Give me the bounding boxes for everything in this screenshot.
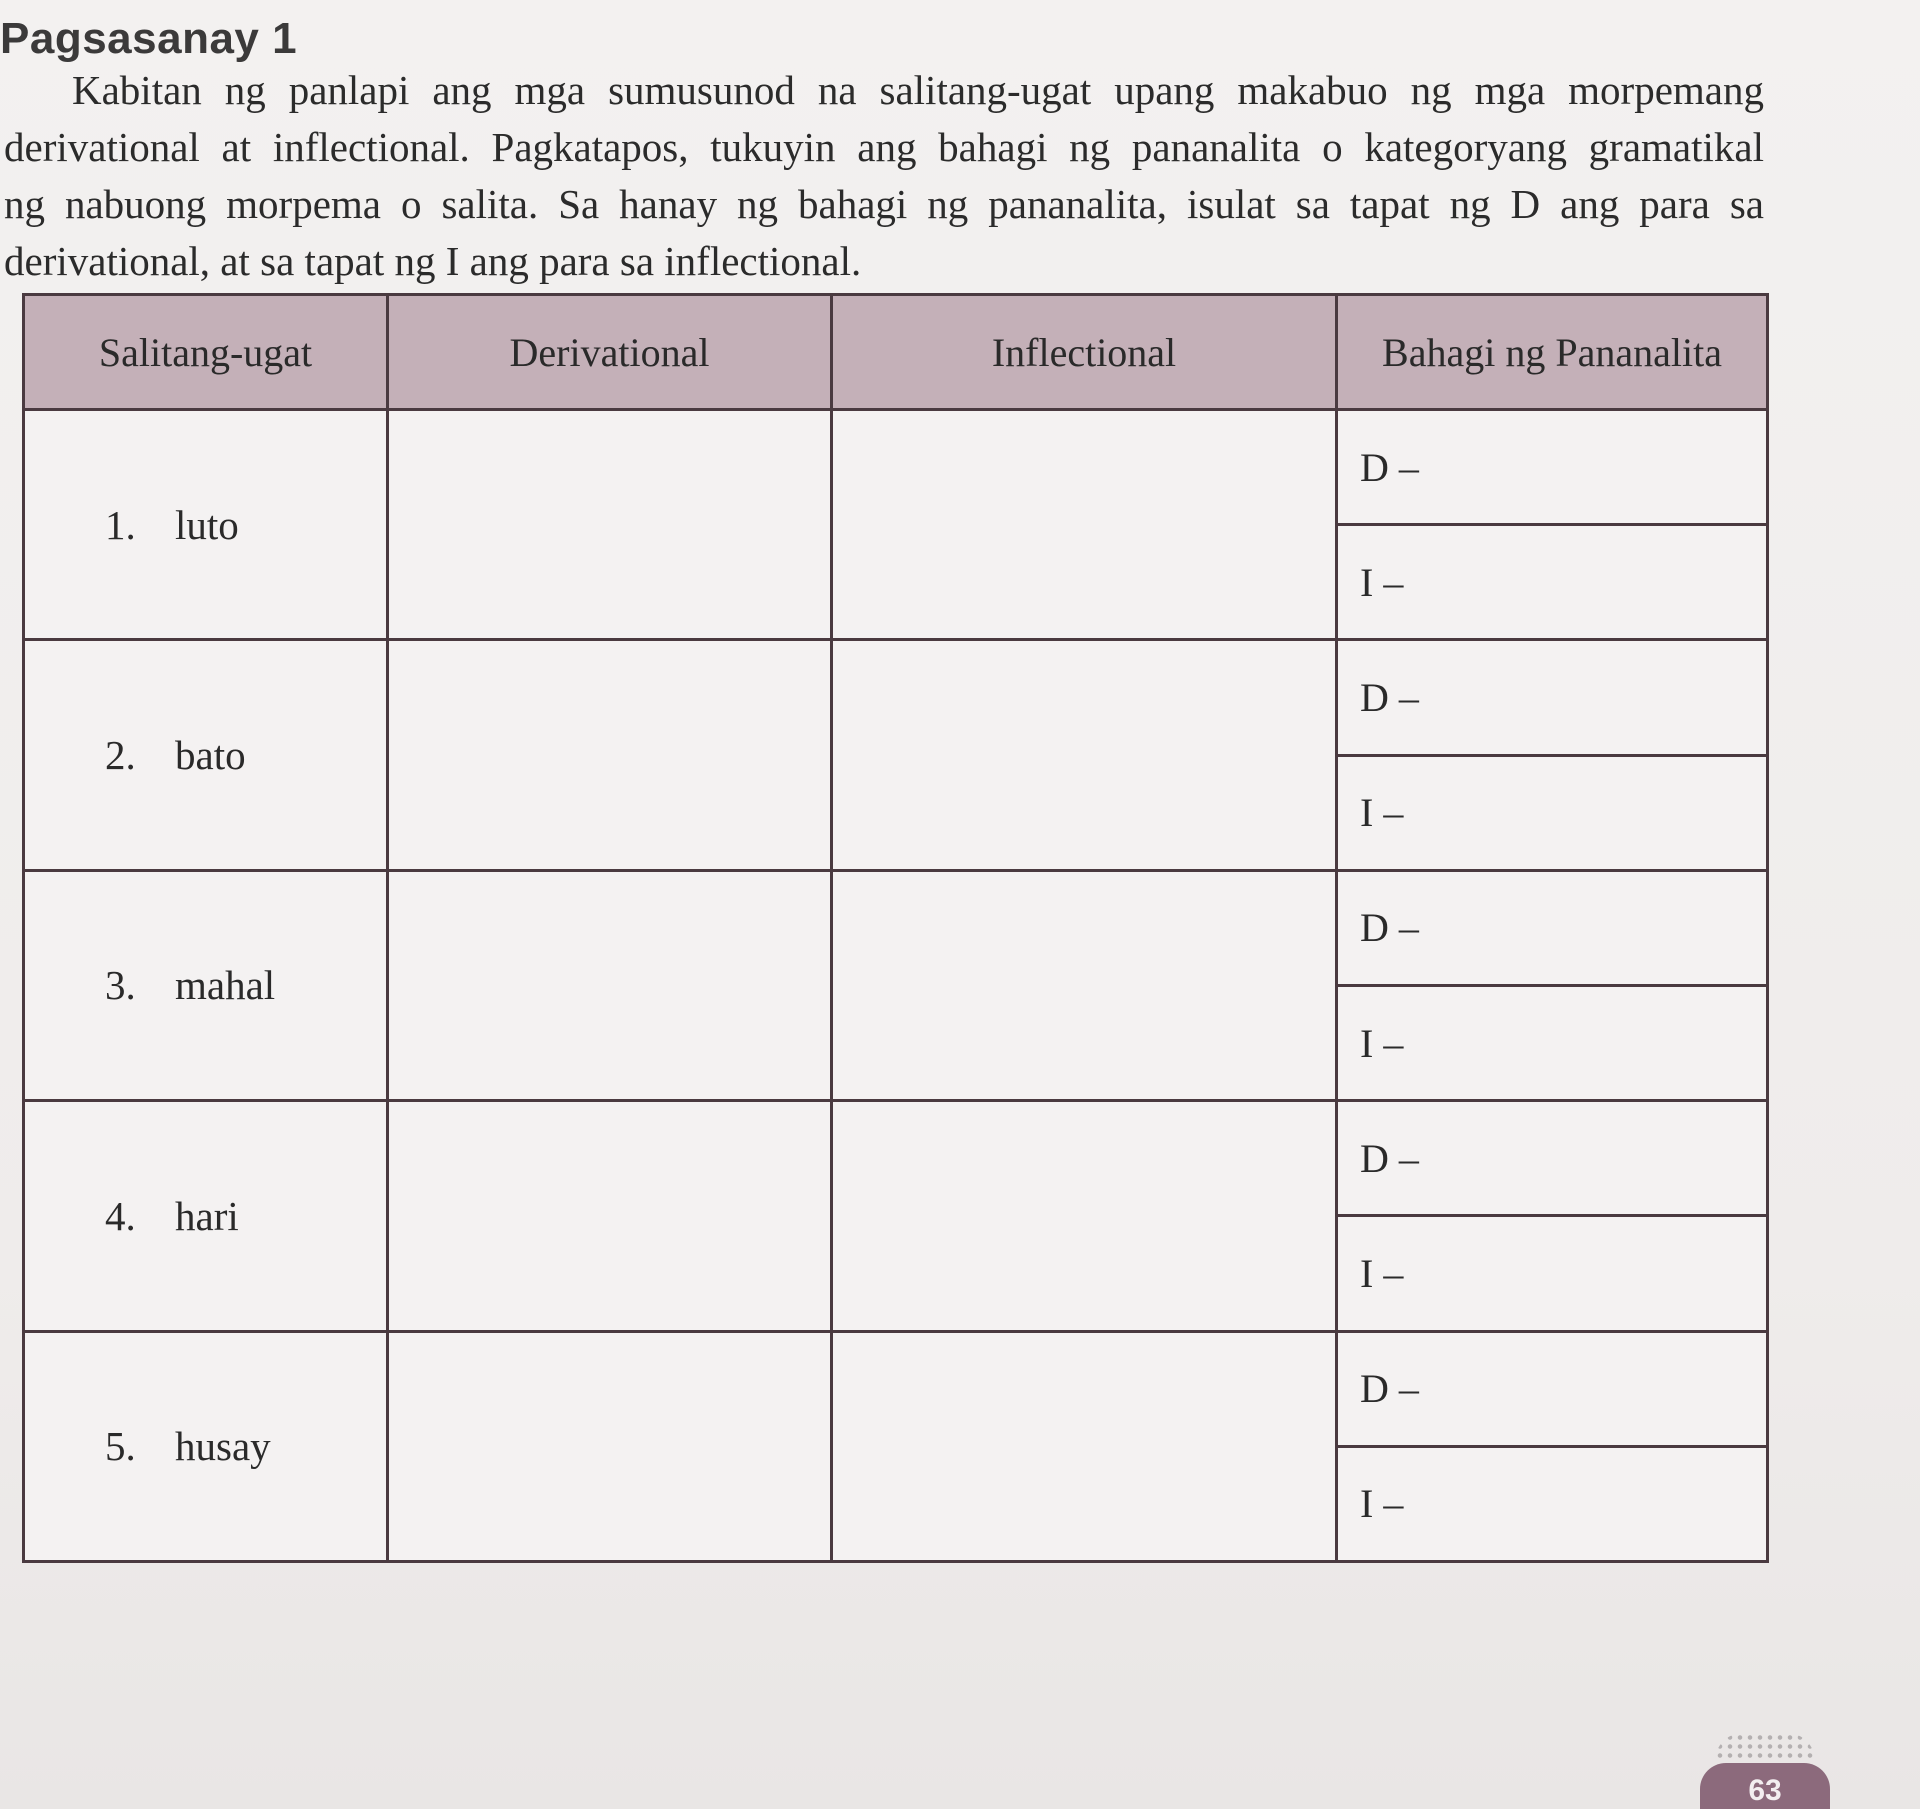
root-word-cell xyxy=(24,640,388,870)
pos-inflectional-cell[interactable]: I – xyxy=(1337,1446,1768,1561)
root-word: bato xyxy=(175,732,246,779)
item-number: 5. xyxy=(105,1423,136,1470)
instruction-line: Kabitan ng panlapi ang mga sumusunod na salitang-ugat upang makabuo ng mga morpemang xyxy=(72,67,1764,113)
table-header-row xyxy=(24,295,1768,410)
header-part-of-speech: Bahagi ng Pananalita xyxy=(1337,295,1768,410)
dots-ornament xyxy=(1715,1733,1815,1761)
pos-derivational-cell[interactable]: D – xyxy=(1337,410,1768,525)
inflectional-answer-cell[interactable] xyxy=(832,410,1337,640)
derivational-answer-cell[interactable] xyxy=(388,1101,832,1331)
answer-table xyxy=(22,293,1769,1563)
inflectional-answer-cell[interactable] xyxy=(832,870,1337,1100)
page-number: 63 xyxy=(1700,1763,1830,1809)
root-word: luto xyxy=(175,501,239,548)
root-word-cell xyxy=(24,410,388,640)
derivational-answer-cell[interactable] xyxy=(388,640,832,870)
root-word: hari xyxy=(175,1192,239,1239)
table-row xyxy=(24,1101,1768,1216)
inflectional-answer-cell[interactable] xyxy=(832,640,1337,870)
instructions-paragraph xyxy=(4,62,1764,290)
table-row xyxy=(24,410,1768,525)
pos-derivational-cell[interactable]: D – xyxy=(1337,1101,1768,1216)
header-inflectional: Inflectional xyxy=(832,295,1337,410)
table-row xyxy=(24,640,1768,755)
inflectional-answer-cell[interactable] xyxy=(832,1331,1337,1562)
pos-inflectional-cell[interactable]: I – xyxy=(1337,985,1768,1100)
root-word-cell xyxy=(24,1101,388,1331)
root-word-cell xyxy=(24,870,388,1100)
derivational-answer-cell[interactable] xyxy=(388,410,832,640)
instruction-line: derivational, at sa tapat ng I ang para sa inflectional. xyxy=(4,238,862,284)
root-word-cell xyxy=(24,1331,388,1562)
pos-derivational-cell[interactable]: D – xyxy=(1337,870,1768,985)
table-row xyxy=(24,1331,1768,1446)
instruction-line: derivational at inflectional. Pagkatapos, tukuyin ang bahagi ng pananalita o kategoryang gramatikal xyxy=(4,124,1764,170)
root-word: husay xyxy=(175,1423,271,1470)
derivational-answer-cell[interactable] xyxy=(388,1331,832,1562)
pos-derivational-cell[interactable]: D – xyxy=(1337,1331,1768,1446)
instruction-line: ng nabuong morpema o salita. Sa hanay ng bahagi ng pananalita, isulat sa tapat ng D ang para sa xyxy=(4,181,1764,227)
item-number: 4. xyxy=(105,1192,136,1239)
header-root-word: Salitang-ugat xyxy=(24,295,388,410)
derivational-answer-cell[interactable] xyxy=(388,870,832,1100)
pos-inflectional-cell[interactable]: I – xyxy=(1337,525,1768,640)
pos-inflectional-cell[interactable]: I – xyxy=(1337,1216,1768,1331)
item-number: 3. xyxy=(105,962,136,1009)
item-number: 2. xyxy=(105,732,136,779)
exercise-title: Pagsasanay 1 xyxy=(0,14,298,63)
item-number: 1. xyxy=(105,501,136,548)
pos-inflectional-cell[interactable]: I – xyxy=(1337,755,1768,870)
pos-derivational-cell[interactable]: D – xyxy=(1337,640,1768,755)
header-derivational: Derivational xyxy=(388,295,832,410)
root-word: mahal xyxy=(175,962,276,1009)
table-row xyxy=(24,870,1768,985)
inflectional-answer-cell[interactable] xyxy=(832,1101,1337,1331)
